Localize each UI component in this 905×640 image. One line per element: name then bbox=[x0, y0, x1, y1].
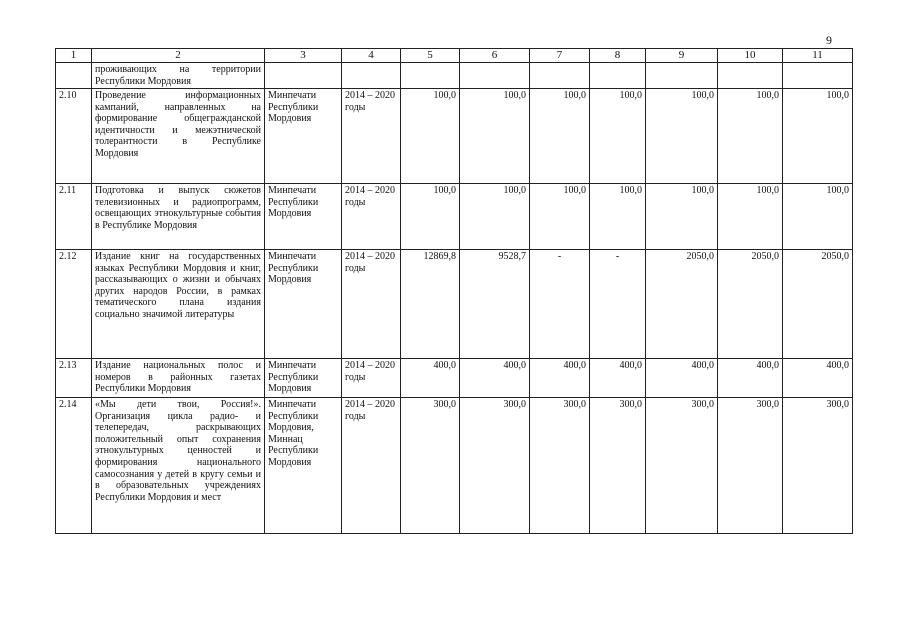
value-col-10 bbox=[718, 63, 783, 89]
value-col-8: 100,0 bbox=[590, 89, 646, 184]
table-row bbox=[56, 359, 853, 398]
value-col-8: 300,0 bbox=[590, 398, 646, 534]
value-col-6 bbox=[460, 63, 530, 89]
column-header: 11 bbox=[783, 49, 853, 63]
item-description: Издание национальных полос и номеров в районных газетах Республики Мордовия bbox=[92, 359, 265, 398]
table-row bbox=[56, 398, 853, 534]
program-table bbox=[55, 48, 853, 534]
value-col-5: 100,0 bbox=[401, 184, 460, 250]
item-responsible: Минпечати Республики Мордовия bbox=[265, 184, 342, 250]
column-number-row bbox=[56, 49, 853, 63]
column-header: 2 bbox=[92, 49, 265, 63]
value-col-9: 100,0 bbox=[646, 89, 718, 184]
item-number bbox=[56, 63, 92, 89]
item-number: 2.11 bbox=[56, 184, 92, 250]
item-period: 2014 – 2020 годы bbox=[342, 398, 401, 534]
column-header: 9 bbox=[646, 49, 718, 63]
item-number: 2.14 bbox=[56, 398, 92, 534]
value-col-10: 100,0 bbox=[718, 184, 783, 250]
value-col-9: 100,0 bbox=[646, 184, 718, 250]
column-header: 1 bbox=[56, 49, 92, 63]
value-col-6: 9528,7 bbox=[460, 250, 530, 359]
value-col-8: 100,0 bbox=[590, 184, 646, 250]
value-col-11: 100,0 bbox=[783, 89, 853, 184]
value-col-10: 2050,0 bbox=[718, 250, 783, 359]
value-col-10: 100,0 bbox=[718, 89, 783, 184]
item-responsible: Минпечати Республики Мордовия bbox=[265, 89, 342, 184]
item-description: Проведение информационных кампаний, направленных на формирование общегражданской идентичности и межэтнической толерантности в Республике Мордовия bbox=[92, 89, 265, 184]
value-col-6: 100,0 bbox=[460, 89, 530, 184]
item-period: 2014 – 2020 годы bbox=[342, 359, 401, 398]
page-number: 9 bbox=[826, 33, 832, 47]
column-header: 7 bbox=[530, 49, 590, 63]
item-period bbox=[342, 63, 401, 89]
item-description: проживающих на территории Республики Мордовия bbox=[92, 63, 265, 89]
value-col-5: 400,0 bbox=[401, 359, 460, 398]
value-col-7: - bbox=[530, 250, 590, 359]
item-description: «Мы дети твои, Россия!». Организация цикла радио- и телепередач, раскрывающих положительный опыт сохранения этнокультурных ценностей и формирования национального самосознания у детей в кругу семьи и в образовательных учреждениях Республики Мордовия и мест bbox=[92, 398, 265, 534]
item-number: 2.13 bbox=[56, 359, 92, 398]
value-col-7: 300,0 bbox=[530, 398, 590, 534]
value-col-9: 400,0 bbox=[646, 359, 718, 398]
value-col-9 bbox=[646, 63, 718, 89]
value-col-5: 100,0 bbox=[401, 89, 460, 184]
value-col-11: 2050,0 bbox=[783, 250, 853, 359]
value-col-5: 300,0 bbox=[401, 398, 460, 534]
value-col-5: 12869,8 bbox=[401, 250, 460, 359]
column-header: 6 bbox=[460, 49, 530, 63]
value-col-11: 100,0 bbox=[783, 184, 853, 250]
value-col-11: 400,0 bbox=[783, 359, 853, 398]
table-row bbox=[56, 63, 853, 89]
value-col-9: 300,0 bbox=[646, 398, 718, 534]
item-responsible: Минпечати Республики Мордовия bbox=[265, 250, 342, 359]
value-col-10: 300,0 bbox=[718, 398, 783, 534]
column-header: 5 bbox=[401, 49, 460, 63]
value-col-6: 300,0 bbox=[460, 398, 530, 534]
value-col-7 bbox=[530, 63, 590, 89]
column-header: 4 bbox=[342, 49, 401, 63]
value-col-6: 400,0 bbox=[460, 359, 530, 398]
column-header: 10 bbox=[718, 49, 783, 63]
item-description: Издание книг на государственных языках Республики Мордовия и книг, рассказывающих о жизни и обычаях других народов России, в рамках тематического плана издания социально значимой литературы bbox=[92, 250, 265, 359]
value-col-11: 300,0 bbox=[783, 398, 853, 534]
column-header: 3 bbox=[265, 49, 342, 63]
item-responsible: Минпечати Республики Мордовия, Миннац Республики Мордовия bbox=[265, 398, 342, 534]
item-responsible: Минпечати Республики Мордовия bbox=[265, 359, 342, 398]
item-period: 2014 – 2020 годы bbox=[342, 89, 401, 184]
value-col-7: 400,0 bbox=[530, 359, 590, 398]
value-col-6: 100,0 bbox=[460, 184, 530, 250]
value-col-9: 2050,0 bbox=[646, 250, 718, 359]
table-row bbox=[56, 89, 853, 184]
table-row bbox=[56, 184, 853, 250]
value-col-10: 400,0 bbox=[718, 359, 783, 398]
item-period: 2014 – 2020 годы bbox=[342, 250, 401, 359]
item-period: 2014 – 2020 годы bbox=[342, 184, 401, 250]
value-col-7: 100,0 bbox=[530, 89, 590, 184]
value-col-8 bbox=[590, 63, 646, 89]
item-description: Подготовка и выпуск сюжетов телевизионных и радиопрограмм, освещающих этнокультурные события в Республике Мордовия bbox=[92, 184, 265, 250]
value-col-8: 400,0 bbox=[590, 359, 646, 398]
value-col-8: - bbox=[590, 250, 646, 359]
table-row bbox=[56, 250, 853, 359]
item-responsible bbox=[265, 63, 342, 89]
value-col-7: 100,0 bbox=[530, 184, 590, 250]
column-header: 8 bbox=[590, 49, 646, 63]
item-number: 2.10 bbox=[56, 89, 92, 184]
value-col-5 bbox=[401, 63, 460, 89]
item-number: 2.12 bbox=[56, 250, 92, 359]
value-col-11 bbox=[783, 63, 853, 89]
